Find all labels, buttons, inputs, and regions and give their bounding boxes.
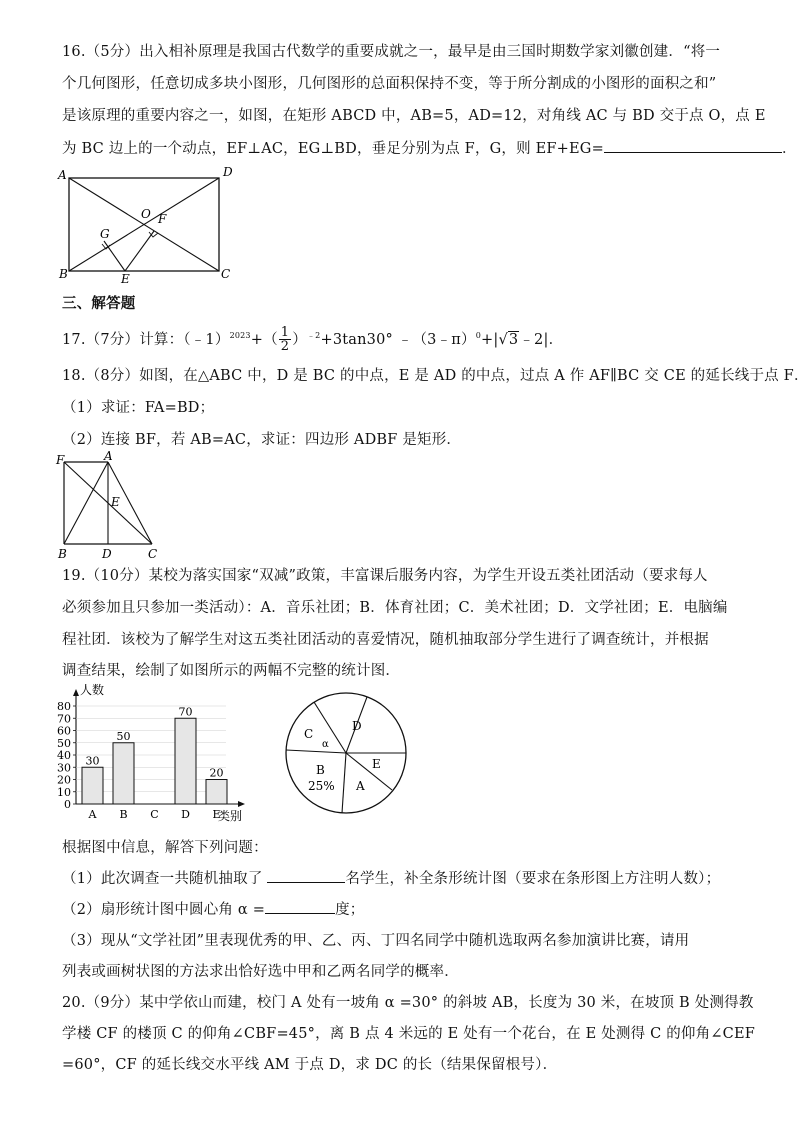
q19-after-text: 根据图中信息，解答下列问题： xyxy=(62,840,268,856)
pie-label-A: A xyxy=(356,779,365,793)
q19-part-1-blank[interactable] xyxy=(267,868,345,883)
bar-value-label: 20 xyxy=(209,766,224,780)
q16-line-3: 是该原理的重要内容之一，如图，在矩形 ABCD 中，AB=5，AD=12，对角线 AC 与 BD 交于点 O，点 E xyxy=(62,108,766,124)
q16-label-F: F xyxy=(158,212,167,226)
q18-label-F: F xyxy=(56,453,65,467)
q16-line-4: 为 BC 边上的一个动点，EF⊥AC，EG⊥BD，垂足分别为点 F，G，则 EF+EG= ． xyxy=(62,138,797,159)
q16-label-A: A xyxy=(58,168,67,182)
q18-label-E: E xyxy=(111,495,120,509)
q18-line-1: 18.（8分）如图，在△ABC 中，D 是 BC 的中点，E 是 AD 的中点，过点 A 作 AF∥BC 交 CE 的延长线于点 F． xyxy=(62,368,809,384)
bar-A xyxy=(82,767,103,804)
q19-part-2: （2）扇形统计图中圆心角 α = 度； xyxy=(62,899,365,920)
q19-line-1: 19.（10分）某校为落实国家“双减”政策，丰富课后服务内容，为学生开设五类社团活动（要求每人 xyxy=(62,568,708,584)
q18-label-A: A xyxy=(104,449,113,463)
q18-part-2: （2）连接 BF，若 AB=AC，求证：四边形 ADBF 是矩形． xyxy=(62,432,462,448)
q16-label-G: G xyxy=(100,227,110,241)
bar-D xyxy=(175,718,196,804)
x-axis-arrow xyxy=(238,801,245,807)
pie-divider-ea xyxy=(346,753,392,790)
y-tick-label: 30 xyxy=(57,761,71,775)
pie-divider-ab xyxy=(342,753,346,813)
pie-label-B-percent: 25% xyxy=(308,779,335,793)
q16-label-B: B xyxy=(59,267,68,281)
q20-line-1: 20.（9分）某中学依山而建，校门 A 处有一坡角 α =30° 的斜坡 AB，长度为 30 米，在坡顶 B 处测得教 xyxy=(62,995,754,1011)
x-tick-label: B xyxy=(119,808,128,821)
pie-label-E: E xyxy=(372,757,381,771)
bar-E xyxy=(206,780,227,805)
y-tick-label: 20 xyxy=(57,773,71,787)
q19-line-4: 调查结果，绘制了如图所示的两幅不完整的统计图． xyxy=(62,663,401,679)
q16-line-1: 16.（5分）出入相补原理是我国古代数学的重要成就之一，最早是由三国时期数学家刘徽创建．“将一 xyxy=(62,44,721,60)
q20-line-3: =60°，CF 的延长线交水平线 AM 于点 D，求 DC 的长（结果保留根号）． xyxy=(62,1057,558,1073)
q17-fraction: $\frac{1}{2}$ xyxy=(280,325,290,355)
y-axis-arrow xyxy=(73,689,79,696)
x-tick-label: D xyxy=(181,808,190,821)
q18-part-1: （1）求证：FA=BD； xyxy=(62,400,215,416)
y-tick-label: 70 xyxy=(57,712,71,726)
pie-label-C: C xyxy=(304,727,314,741)
q19-part-3-line-1: （3）现从“文学社团”里表现优秀的甲、乙、丙、丁四名同学中随机选取两名参加演讲比赛，请用 xyxy=(62,933,690,949)
q16-line-2: 个几何图形，任意切成多块小图形，几何图形的总面积保持不变，等于所分割成的小图形的面积之和” xyxy=(62,76,717,92)
pie-label-alpha: α xyxy=(322,739,329,750)
x-tick-label: E xyxy=(212,808,221,821)
y-tick-label: 10 xyxy=(57,785,71,799)
q18-triangle-figure xyxy=(52,449,172,561)
q16-label-O: O xyxy=(141,207,151,221)
section-3-heading: 三、解答题 xyxy=(62,295,136,312)
q19-pie-chart xyxy=(280,690,420,820)
q18-label-C: C xyxy=(148,547,158,561)
y-axis-label: 人数 xyxy=(80,683,105,697)
q18-label-B: B xyxy=(58,547,67,561)
q19-part-1: （1）此次调查一共随机抽取了 名学生，补全条形统计图（要求在条形图上方注明人数）； xyxy=(62,868,720,889)
q19-line-2: 必须参加且只参加一类活动）：A．音乐社团；B．体育社团；C．美术社团；D．文学社团；E．电脑编 xyxy=(62,600,728,616)
y-tick-label: 50 xyxy=(57,736,71,750)
x-tick-label: C xyxy=(150,808,159,821)
q16-rectangle-figure xyxy=(55,163,245,286)
bar-B xyxy=(113,743,134,804)
x-tick-label: A xyxy=(88,808,97,821)
x-axis-label: 类别 xyxy=(218,809,243,823)
q18-label-D: D xyxy=(102,547,112,561)
pie-divider-bc xyxy=(286,750,346,753)
q16-answer-blank[interactable] xyxy=(604,138,782,153)
y-tick-label: 60 xyxy=(57,724,71,738)
q17-line: 17.（7分）计算：（﹣1）$^{2023}$+（ $\frac{1}{2}$ ）$^{﹣2}$+3tan30° ﹣（3﹣π）$^0$+|√3﹣2|． xyxy=(62,325,564,355)
pie-divider-cd xyxy=(314,702,346,753)
q19-line-3: 程社团．该校为了解学生对这五类社团活动的喜爱情况，随机抽取部分学生进行了调查统计，并根据 xyxy=(62,632,709,648)
q19-part-3-line-2: 列表或画树状图的方法求出恰好选中甲和乙两名同学的概率． xyxy=(62,964,459,980)
pie-label-B: B xyxy=(316,763,325,777)
q16-label-C: C xyxy=(221,267,231,281)
q16-label-D: D xyxy=(223,165,233,179)
bar-value-label: 50 xyxy=(116,729,131,743)
q19-part-2-blank[interactable] xyxy=(265,899,335,914)
q20-line-2: 学楼 CF 的楼顶 C 的仰角∠CBF=45°，离 B 点 4 米远的 E 处有一个花台，在 E 处测得 C 的仰角∠CEF xyxy=(62,1026,756,1042)
q16-label-E: E xyxy=(121,272,130,286)
bar-value-label: 70 xyxy=(178,705,193,719)
y-tick-label: 0 xyxy=(64,798,71,811)
y-tick-label: 80 xyxy=(57,700,71,713)
pie-label-D: D xyxy=(352,719,362,733)
bar-value-label: 30 xyxy=(85,754,100,768)
q19-bar-chart xyxy=(46,680,266,828)
y-tick-label: 40 xyxy=(57,749,71,762)
